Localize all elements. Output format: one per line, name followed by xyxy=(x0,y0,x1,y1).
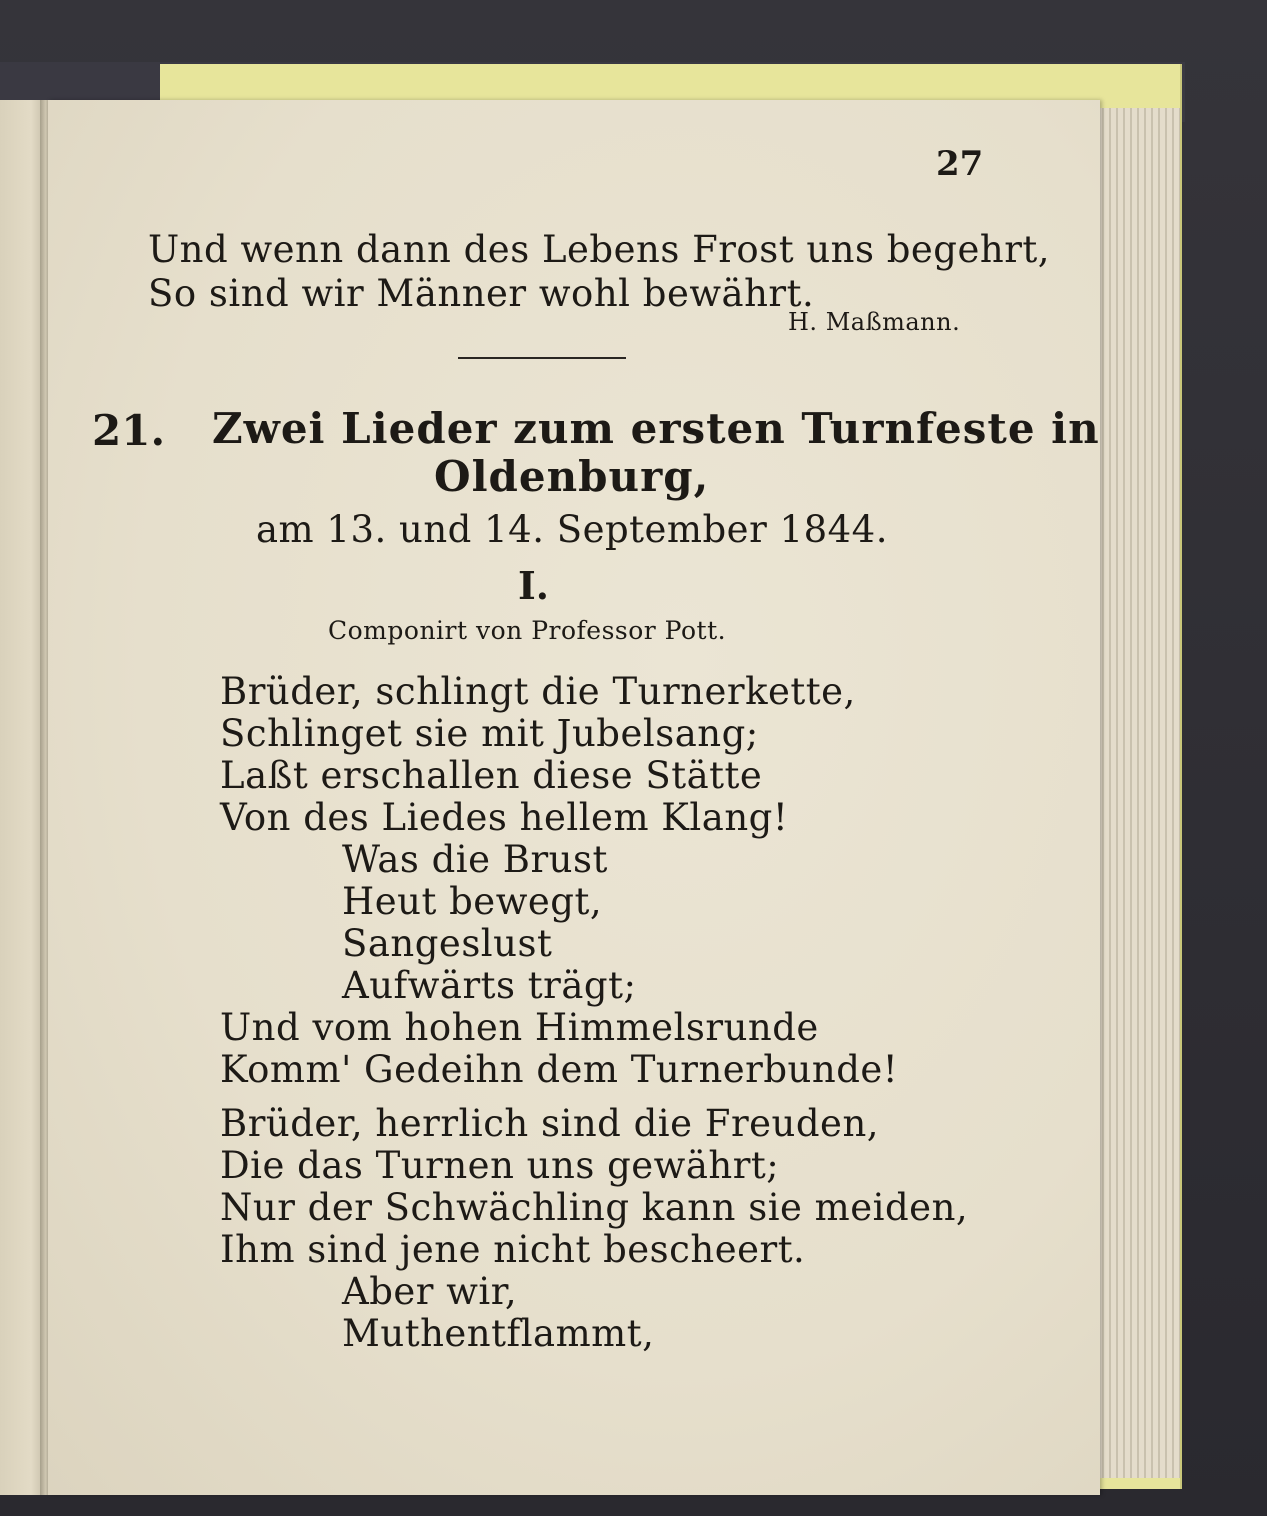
page-edges xyxy=(1090,108,1180,1478)
poem-number: 21. xyxy=(92,406,166,455)
poem-author: H. Maßmann. xyxy=(788,308,961,336)
verse-line: Was die Brust xyxy=(342,838,608,881)
verse-line: Brüder, herrlich sind die Freuden, xyxy=(220,1102,880,1145)
page-number: 27 xyxy=(936,144,984,184)
verse-line: Und vom hohen Himmelsrunde xyxy=(220,1006,819,1049)
composer-credit: Componirt von Professor Pott. xyxy=(328,616,727,645)
verse-line: Aber wir, xyxy=(342,1270,518,1313)
verse-line: Ihm sind jene nicht bescheert. xyxy=(220,1228,806,1271)
part-number: I. xyxy=(518,563,550,608)
section-divider xyxy=(458,357,626,359)
verse-line: Komm' Gedeihn dem Turnerbunde! xyxy=(220,1048,899,1091)
poem-title-line1: Zwei Lieder zum ersten Turnfeste in xyxy=(212,404,1100,453)
verse-line: Sangeslust xyxy=(342,922,553,965)
verse-line: Aufwärts trägt; xyxy=(342,964,637,1007)
verse-line: Von des Liedes hellem Klang! xyxy=(220,796,789,839)
verse-line: Und wenn dann des Lebens Frost uns begehrt, xyxy=(148,228,1051,271)
verse-line: Die das Turnen uns gewährt; xyxy=(220,1144,780,1187)
poem-date: am 13. und 14. September 1844. xyxy=(256,508,888,551)
verse-line: Heut bewegt, xyxy=(342,880,603,923)
verse-line: Nur der Schwächling kann sie meiden, xyxy=(220,1186,969,1229)
poem-title-line2: Oldenburg, xyxy=(434,452,710,501)
verse-line: Muthentflammt, xyxy=(342,1312,655,1355)
verse-line: Laßt erschallen diese Stätte xyxy=(220,754,763,797)
verse-line: So sind wir Männer wohl bewährt. xyxy=(148,272,815,315)
verse-line: Schlinget sie mit Jubelsang; xyxy=(220,712,759,755)
book-page xyxy=(48,100,1100,1495)
verse-line: Brüder, schlingt die Turnerkette, xyxy=(220,670,856,713)
